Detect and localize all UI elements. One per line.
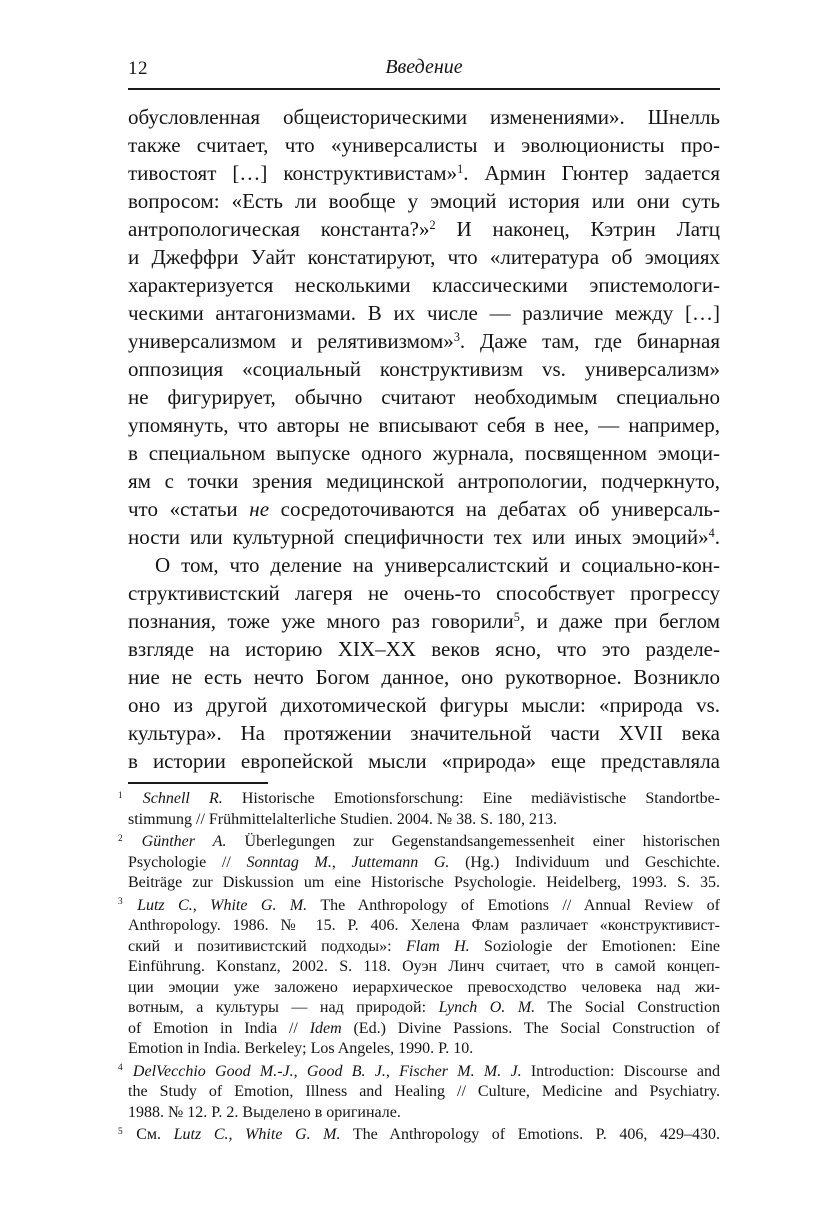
body-line: [128, 187, 720, 215]
body-line: [128, 607, 720, 635]
italic-segment: Juttemann G.: [351, 853, 450, 871]
footnote: [118, 1062, 721, 1124]
footnote-line: [128, 957, 720, 978]
text-segment: stimmung // Frühmittelalterliche Studien. 2004. № 38. S. 180, 213.: [128, 810, 558, 828]
italic-segment: Lutz C., White G. M.: [173, 1126, 341, 1143]
footnote-line: [128, 873, 720, 894]
body-line: [128, 327, 720, 355]
text-segment: ности или культурной специфичности тех или иных эмоций»: [128, 525, 709, 549]
body-line: [128, 663, 720, 691]
text-segment: Beiträge zur Diskussion um eine Historische Psychologie. Heidelberg, 1993. S. 35.: [128, 874, 720, 891]
footnote-line: [128, 1039, 720, 1060]
footnote-line: [128, 1019, 720, 1040]
text-segment: . Армин Гюнтер задается: [463, 161, 720, 185]
footnote-marker: 1: [118, 790, 123, 801]
italic-segment: не: [249, 497, 270, 521]
italic-segment: Günther A.: [141, 833, 227, 850]
text-segment: сосредоточиваются на дебатах об универсаль-: [269, 497, 720, 521]
body-line: [128, 215, 720, 243]
footnote: [118, 1125, 721, 1146]
footnote-line: [118, 1125, 721, 1146]
text-segment: См.: [136, 1126, 174, 1143]
text-segment: . Даже там, где бинарная: [459, 329, 721, 353]
footnote-line: [128, 916, 720, 937]
text-segment: ние не есть нечто Богом данное, оно рукотворное. Возникло: [128, 665, 720, 689]
body-line: [128, 271, 720, 299]
text-segment: the Study of Emotion, Illness and Healing // Culture, Medicine and Psychiatry.: [128, 1083, 720, 1100]
text-segment: 1988. № 12. P. 2. Выделено в оригинале.: [128, 1103, 401, 1121]
text-segment: Überlegungen zur Gegenstandsangemessenheit einer historischen: [226, 833, 721, 850]
text-segment: , и даже при беглом: [519, 609, 720, 633]
text-segment: упомянуть, что авторы не вписывают себя в нее, — например,: [128, 413, 720, 437]
text-segment: Soziologie der Emotionen: Eine: [469, 937, 721, 955]
text-segment: И наконец, Кэтрин Латц: [435, 217, 721, 241]
body-line: [128, 131, 720, 159]
text-segment: взгляде на историю XIX–XX веков ясно, что это разделе-: [128, 637, 720, 661]
text-segment: .: [714, 525, 720, 549]
italic-segment: Sonntag M.: [246, 853, 332, 871]
footnote-line: [128, 978, 720, 999]
text-segment: универсализмом и релятивизмом»: [128, 329, 454, 353]
italic-segment: Lutz C., White G. M.: [137, 896, 308, 914]
text-segment: что «статьи: [128, 497, 250, 521]
text-segment: ский и позитивистский подходы»:: [128, 937, 406, 955]
body-line: [128, 495, 720, 523]
body-line: [128, 299, 720, 327]
text-segment: оно из другой дихотомической фигуры мысли: «природа vs.: [128, 693, 720, 717]
footnote-line: [128, 853, 720, 874]
text-segment: характеризуется несколькими классическими эпистемологи-: [128, 273, 720, 297]
italic-segment: Flam H.: [405, 937, 470, 955]
text-segment: тивостоят […] конструктивистам»: [128, 161, 458, 185]
text-segment: в специальном выпуске одного журнала, посвященном эмоци-: [128, 441, 720, 465]
page-number: 12: [128, 58, 148, 79]
text-segment: Psychologie //: [128, 853, 247, 871]
text-segment: ,: [331, 853, 352, 871]
body-line: [128, 551, 720, 579]
footnote-line: [128, 1103, 720, 1124]
text-segment: (Hg.) Individuum und Geschichte.: [449, 853, 721, 871]
footnote-ref: 3: [453, 330, 460, 345]
text-segment: познания, тоже уже много раз говорили: [128, 609, 514, 633]
text-segment: Historische Emotionsforschung: Eine mediävistische Standortbe-: [222, 790, 721, 807]
text-segment: ции эмоции уже заложено иерархическое превосходство человека над жи-: [128, 978, 720, 996]
footnote-line: [118, 896, 720, 917]
body-line: [128, 411, 720, 439]
footnote-line: [128, 810, 720, 831]
text-segment: культура». На протяжении значительной части XVII века: [128, 721, 720, 745]
text-segment: антропологическая константа?»: [128, 217, 430, 241]
footnote-line: [118, 789, 721, 810]
footnote-ref: 2: [429, 218, 436, 233]
text-segment: Emotion in India. Berkeley; Los Angeles, 1990. P. 10.: [128, 1040, 474, 1057]
footnote: [118, 896, 721, 1060]
body-line: [128, 355, 720, 383]
footnote-line: [118, 1062, 721, 1083]
body-line: [128, 159, 720, 187]
text-segment: ям с точки зрения медицинской антропологии, подчеркнуто,: [128, 469, 720, 493]
text-segment: обусловленная общеисторическими изменениями». Шнелль: [128, 105, 720, 129]
text-segment: The Anthropology of Emotions. P. 406, 429–430.: [340, 1126, 721, 1143]
text-segment: Introduction: Discourse and: [521, 1062, 721, 1080]
body-text: [128, 103, 720, 775]
body-line: [128, 579, 720, 607]
footnote: [118, 789, 721, 830]
text-segment: The Anthropology of Emotions // Annual Review of: [307, 896, 720, 914]
text-segment: вотным, а культуры — над природой:: [128, 999, 439, 1016]
footnote-line: [118, 832, 721, 853]
body-line: [128, 243, 720, 271]
italic-segment: Schnell R.: [142, 790, 223, 807]
footnote-marker: 4: [118, 1063, 123, 1074]
text-segment: структивистский лагеря не очень-то способствует прогрессу: [128, 581, 720, 605]
body-line: [128, 747, 720, 775]
text-segment: в истории европейской мысли «природа» еще представляла: [128, 749, 720, 773]
text-segment: of Emotion in India //: [128, 1019, 310, 1037]
italic-segment: DelVecchio Good M.-J., Good B. J., Fischer M. M. J.: [132, 1062, 522, 1080]
footnotes: [118, 789, 721, 1146]
paragraph: [128, 103, 720, 551]
text-segment: оппозиция «социальный конструктивизм vs. универсализм»: [128, 357, 720, 381]
italic-segment: Idem: [309, 1019, 342, 1037]
footnote-marker: 2: [118, 833, 123, 844]
text-segment: ческими антагонизмами. В их числе — различие между […]: [128, 301, 720, 325]
body-line: [128, 719, 720, 747]
text-segment: The Social Construction: [535, 999, 720, 1016]
text-segment: О том, что деление на универсалистский и социально-кон-: [155, 553, 720, 577]
text-segment: также считает, что «универсалисты и эволюционисты про-: [128, 133, 720, 157]
body-line: [128, 383, 720, 411]
body-line: [128, 103, 720, 131]
footnote-line: [128, 1082, 720, 1103]
footnote-separator: [128, 782, 268, 784]
footnote-marker: 5: [118, 1126, 123, 1137]
text-segment: не фигурирует, обычно считают необходимым специально: [128, 385, 720, 409]
footnote-line: [128, 998, 720, 1019]
footnote: [118, 832, 721, 894]
body-line: [128, 439, 720, 467]
running-head-title: Введение: [385, 56, 463, 78]
footnote-line: [128, 937, 720, 958]
text-segment: (Ed.) Divine Passions. The Social Construction of: [341, 1019, 720, 1037]
footnote-ref: 5: [513, 610, 520, 625]
text-segment: и Джеффри Уайт констатируют, что «литература об эмоциях: [128, 245, 720, 269]
page-header: [128, 56, 720, 90]
footnote-ref: 4: [708, 526, 715, 541]
footnote-marker: 3: [118, 897, 123, 908]
body-line: [128, 467, 720, 495]
body-line: [128, 523, 720, 551]
body-line: [128, 635, 720, 663]
text-segment: Einführung. Konstanz, 2002. S. 118. Оуэн Линч считает, что в самой концеп-: [128, 958, 720, 975]
paragraph: [128, 551, 720, 775]
text-segment: Anthropology. 1986. № 15. P. 406. Хелена Флам различает «конструктивист-: [128, 917, 720, 934]
footnote-ref: 1: [457, 162, 464, 177]
text-segment: вопросом: «Есть ли вообще у эмоций история или они суть: [128, 189, 720, 213]
body-line: [128, 691, 720, 719]
italic-segment: Lynch O. M.: [438, 999, 536, 1016]
